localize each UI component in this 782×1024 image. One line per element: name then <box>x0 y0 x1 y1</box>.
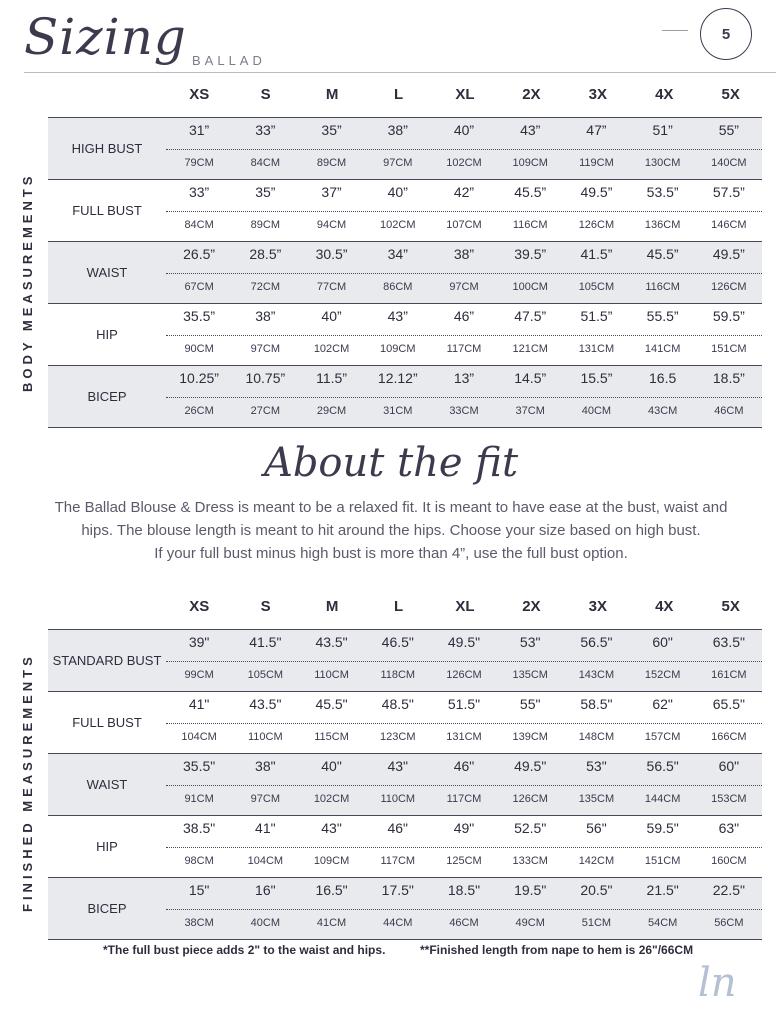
title-divider <box>24 72 776 73</box>
size-header-2x: 2X <box>522 598 541 615</box>
cm-value: 131CM <box>578 343 615 355</box>
full-bust-note: *The full bust piece adds 2" to the waist and hips. <box>103 943 386 957</box>
cm-value: 84CM <box>250 157 280 169</box>
table-row <box>48 815 762 877</box>
cm-value: 151CM <box>644 855 681 867</box>
inch-value: 45.5” <box>646 246 679 262</box>
cm-value: 121CM <box>512 343 548 355</box>
about-fit-line: hips. The blouse length is meant to hit around the hips. Choose your size based on high bust. <box>81 522 701 539</box>
inch-value: 38.5" <box>183 820 216 836</box>
inch-value: 35.5" <box>183 758 216 774</box>
finished-length-note: **Finished length from nape to hem is 26"/66CM <box>420 943 694 957</box>
cm-values <box>166 669 762 681</box>
inch-value: 39" <box>188 634 210 650</box>
inch-value: 19.5" <box>514 882 547 898</box>
cm-value: 40CM <box>250 917 280 929</box>
inch-value: 59.5" <box>646 820 679 836</box>
cm-value: 146CM <box>711 219 747 231</box>
inch-value: 15.5” <box>580 370 613 386</box>
inch-value: 58.5" <box>580 696 613 712</box>
inch-value: 41" <box>255 820 276 836</box>
inch-value: 63" <box>718 820 740 836</box>
page-number-dash <box>662 30 688 31</box>
inch-value: 35.5” <box>183 308 216 324</box>
inch-value: 41.5” <box>580 246 613 262</box>
cm-value: 102CM <box>313 793 350 805</box>
cm-value: 100CM <box>512 281 548 293</box>
cm-value: 119CM <box>579 157 614 169</box>
table-row <box>48 365 762 427</box>
cm-value: 117CM <box>446 343 482 355</box>
cm-values <box>166 405 762 417</box>
body-measurements-side-label: BODY MEASUREMENTS <box>20 172 35 392</box>
row-label: BICEP <box>87 901 127 916</box>
cm-value: 40CM <box>581 405 612 417</box>
inch-values <box>166 696 762 712</box>
cm-value: 31CM <box>383 405 413 417</box>
inch-values <box>166 246 762 262</box>
cm-value: 130CM <box>644 157 681 169</box>
inch-value: 46.5" <box>381 634 414 650</box>
inch-value: 55.5” <box>646 308 679 324</box>
inch-value: 57.5” <box>712 184 745 200</box>
inch-value: 51.5" <box>447 696 481 712</box>
cm-value: 131CM <box>446 731 482 743</box>
size-header-m: M <box>325 598 339 615</box>
inch-value: 34” <box>387 246 408 262</box>
cm-value: 126CM <box>446 669 482 681</box>
cm-value: 91CM <box>184 793 214 805</box>
cm-value: 46CM <box>714 405 744 417</box>
cm-value: 105CM <box>578 281 615 293</box>
size-header-4x: 4X <box>655 86 674 103</box>
inch-value: 38" <box>255 758 276 774</box>
cm-values <box>166 343 762 355</box>
inch-value: 60" <box>652 634 673 650</box>
cm-value: 110CM <box>314 669 349 681</box>
inch-value: 56.5" <box>580 634 613 650</box>
finished-measurements-table <box>48 629 762 940</box>
table-row <box>48 753 762 815</box>
inch-value: 49" <box>453 820 475 836</box>
inch-value: 38” <box>387 122 408 138</box>
inch-value: 48.5" <box>381 696 414 712</box>
cm-value: 89CM <box>250 219 280 231</box>
inch-value: 62" <box>652 696 673 712</box>
cm-value: 67CM <box>184 281 214 293</box>
inch-value: 16.5 <box>649 370 677 386</box>
cm-value: 102CM <box>446 157 482 169</box>
inch-value: 12.12” <box>377 370 418 386</box>
inch-value: 43” <box>520 122 541 138</box>
size-header-xs: XS <box>189 598 210 615</box>
cm-value: 109CM <box>313 855 350 867</box>
inch-values <box>166 122 762 138</box>
inch-value: 41.5" <box>249 634 282 650</box>
inch-value: 31” <box>188 122 210 138</box>
cm-value: 90CM <box>184 343 214 355</box>
cm-values <box>166 793 762 805</box>
cm-value: 86CM <box>383 281 413 293</box>
inch-value: 20.5" <box>580 882 613 898</box>
cm-value: 26CM <box>184 405 214 417</box>
inch-value: 35” <box>255 184 276 200</box>
cm-value: 84CM <box>184 219 214 231</box>
cm-value: 38CM <box>184 917 214 929</box>
inch-value: 51” <box>652 122 673 138</box>
inch-value: 22.5" <box>712 882 745 898</box>
inch-value: 55" <box>519 696 541 712</box>
dotted-divider <box>166 661 762 662</box>
inch-value: 10.75” <box>245 370 286 386</box>
size-header-4x: 4X <box>655 598 674 615</box>
row-label: STANDARD BUST <box>52 653 162 668</box>
inch-value: 35” <box>321 122 342 138</box>
inch-value: 38” <box>453 246 475 262</box>
cm-value: 33CM <box>449 405 479 417</box>
inch-value: 10.25” <box>179 370 219 386</box>
inch-value: 65.5" <box>712 696 745 712</box>
dotted-divider <box>166 335 762 336</box>
cm-value: 104CM <box>247 855 284 867</box>
cm-value: 98CM <box>184 855 214 867</box>
cm-value: 116CM <box>645 281 680 293</box>
inch-value: 59.5” <box>712 308 745 324</box>
cm-value: 97CM <box>250 793 280 805</box>
inch-value: 16" <box>255 882 276 898</box>
body-size-header <box>166 86 764 103</box>
page-title: Sizing <box>24 8 187 66</box>
inch-value: 53" <box>586 758 607 774</box>
inch-values <box>166 820 762 836</box>
cm-value: 117CM <box>380 855 416 867</box>
cm-value: 142CM <box>578 855 615 867</box>
dotted-divider <box>166 909 762 910</box>
row-label: HIP <box>96 327 118 342</box>
size-header-2x: 2X <box>522 86 541 103</box>
pattern-name: BALLAD <box>192 53 266 68</box>
inch-value: 49.5” <box>580 184 613 200</box>
inch-value: 45.5" <box>315 696 348 712</box>
dotted-divider <box>166 149 762 150</box>
size-header-s: S <box>260 86 271 103</box>
inch-value: 56" <box>586 820 607 836</box>
page-number: 5 <box>700 8 752 60</box>
inch-value: 14.5” <box>514 370 547 386</box>
cm-values <box>166 219 762 231</box>
inch-value: 56.5" <box>646 758 679 774</box>
inch-value: 26.5” <box>183 246 216 262</box>
inch-value: 13” <box>453 370 475 386</box>
inch-value: 55” <box>718 122 739 138</box>
cm-value: 144CM <box>644 793 681 805</box>
inch-value: 33” <box>255 122 276 138</box>
dotted-divider <box>166 211 762 212</box>
size-header-l: L <box>393 86 404 103</box>
cm-value: 153CM <box>711 793 747 805</box>
cm-values <box>166 281 762 293</box>
inch-value: 43.5" <box>315 634 348 650</box>
cm-values <box>166 855 762 867</box>
cm-value: 104CM <box>181 731 217 743</box>
inch-value: 38” <box>255 308 276 324</box>
cm-value: 157CM <box>644 731 681 743</box>
inch-value: 43.5" <box>249 696 282 712</box>
table-row <box>48 691 762 753</box>
dotted-divider <box>166 785 762 786</box>
cm-value: 152CM <box>644 669 681 681</box>
cm-value: 110CM <box>380 793 416 805</box>
cm-value: 56CM <box>714 917 744 929</box>
inch-value: 51.5” <box>580 308 613 324</box>
cm-value: 77CM <box>316 281 347 293</box>
inch-value: 45.5” <box>514 184 547 200</box>
cm-value: 123CM <box>380 731 416 743</box>
inch-value: 63.5" <box>712 634 745 650</box>
cm-value: 139CM <box>512 731 548 743</box>
inch-value: 43" <box>321 820 342 836</box>
inch-value: 52.5" <box>514 820 547 836</box>
inch-value: 49.5" <box>447 634 481 650</box>
size-header-3x: 3X <box>588 598 608 615</box>
cm-value: 27CM <box>250 405 280 417</box>
cm-value: 116CM <box>512 219 548 231</box>
cm-value: 102CM <box>380 219 416 231</box>
inch-value: 40” <box>387 184 408 200</box>
table-row <box>48 179 762 241</box>
cm-value: 37CM <box>515 405 545 417</box>
cm-value: 160CM <box>711 855 747 867</box>
row-label: FULL BUST <box>72 203 142 218</box>
cm-value: 141CM <box>644 343 681 355</box>
cm-value: 107CM <box>446 219 482 231</box>
inch-value: 18.5” <box>712 370 745 386</box>
inch-value: 46" <box>387 820 409 836</box>
inch-value: 30.5” <box>315 246 348 262</box>
inch-values <box>166 184 762 200</box>
cm-value: 161CM <box>711 669 747 681</box>
cm-value: 110CM <box>248 731 283 743</box>
row-label: HIGH BUST <box>71 141 143 156</box>
inch-value: 40" <box>321 758 342 774</box>
cm-value: 44CM <box>383 917 413 929</box>
cm-value: 99CM <box>184 669 214 681</box>
dotted-divider <box>166 847 762 848</box>
inch-value: 49.5” <box>712 246 745 262</box>
size-header-3x: 3X <box>588 86 608 103</box>
inch-value: 21.5" <box>646 882 679 898</box>
cm-value: 51CM <box>581 917 612 929</box>
row-label: WAIST <box>86 777 128 792</box>
row-label: WAIST <box>86 265 128 280</box>
cm-values <box>166 157 762 169</box>
cm-value: 102CM <box>313 343 350 355</box>
inch-value: 18.5" <box>447 882 481 898</box>
cm-value: 41CM <box>316 917 347 929</box>
inch-value: 46” <box>453 308 475 324</box>
cm-value: 72CM <box>250 281 280 293</box>
cm-value: 79CM <box>184 157 214 169</box>
size-header-l: L <box>393 598 404 615</box>
dotted-divider <box>166 273 762 274</box>
inch-value: 60" <box>718 758 740 774</box>
cm-value: 97CM <box>449 281 479 293</box>
inch-value: 41" <box>188 696 210 712</box>
cm-value: 29CM <box>316 405 347 417</box>
cm-value: 46CM <box>449 917 479 929</box>
cm-value: 97CM <box>383 157 413 169</box>
about-fit-line: If your full bust minus high bust is more than 4”, use the full bust option. <box>154 545 628 562</box>
finished-size-header <box>166 598 764 615</box>
cm-value: 117CM <box>446 793 482 805</box>
inch-value: 16.5" <box>315 882 348 898</box>
cm-value: 105CM <box>247 669 284 681</box>
inch-value: 47.5” <box>514 308 547 324</box>
dotted-divider <box>166 723 762 724</box>
inch-value: 53.5” <box>646 184 679 200</box>
row-label: BICEP <box>87 389 127 404</box>
cm-value: 135CM <box>512 669 548 681</box>
inch-value: 46" <box>453 758 475 774</box>
cm-value: 126CM <box>578 219 615 231</box>
cm-value: 109CM <box>380 343 416 355</box>
inch-value: 11.5” <box>316 370 347 386</box>
about-fit-line: The Ballad Blouse & Dress is meant to be a relaxed fit. It is meant to have ease at the bust, waist and <box>54 499 728 516</box>
cm-value: 133CM <box>512 855 548 867</box>
table-row <box>48 303 762 365</box>
cm-value: 126CM <box>711 281 747 293</box>
about-fit-title: About the fit <box>263 440 519 486</box>
cm-value: 43CM <box>647 405 678 417</box>
inch-value: 40” <box>321 308 342 324</box>
inch-value: 15" <box>188 882 210 898</box>
cm-value: 166CM <box>711 731 747 743</box>
cm-value: 143CM <box>578 669 615 681</box>
size-header-m: M <box>325 86 339 103</box>
inch-value: 43” <box>387 308 408 324</box>
inch-values <box>166 758 762 774</box>
inch-value: 28.5” <box>249 246 282 262</box>
cm-value: 97CM <box>250 343 280 355</box>
inch-value: 53" <box>519 634 541 650</box>
finished-measurements-side-label: FINISHED MEASUREMENTS <box>20 653 35 912</box>
inch-value: 17.5" <box>381 882 414 898</box>
about-fit-text <box>40 496 742 565</box>
size-header-xs: XS <box>189 86 210 103</box>
cm-value: 136CM <box>644 219 681 231</box>
cm-value: 94CM <box>316 219 347 231</box>
row-label: FULL BUST <box>72 715 142 730</box>
inch-value: 33” <box>188 184 210 200</box>
cm-value: 151CM <box>711 343 747 355</box>
inch-value: 42” <box>453 184 475 200</box>
size-header-xl: XL <box>455 598 475 615</box>
inch-value: 43" <box>387 758 409 774</box>
size-header-xl: XL <box>455 86 475 103</box>
size-header-s: S <box>260 598 271 615</box>
cm-values <box>166 917 762 929</box>
inch-value: 49.5" <box>514 758 547 774</box>
inch-value: 37” <box>321 184 342 200</box>
inch-values <box>166 882 762 898</box>
inch-values <box>166 308 762 324</box>
row-label: HIP <box>96 839 118 854</box>
table-row <box>48 118 762 179</box>
cm-value: 148CM <box>578 731 615 743</box>
table-row <box>48 241 762 303</box>
cm-value: 125CM <box>446 855 482 867</box>
cm-value: 126CM <box>512 793 548 805</box>
cm-value: 140CM <box>711 157 747 169</box>
table-row <box>48 877 762 939</box>
inch-values <box>166 634 762 650</box>
cm-value: 118CM <box>380 669 416 681</box>
inch-value: 39.5” <box>514 246 547 262</box>
table-row <box>48 630 762 691</box>
inch-value: 40” <box>453 122 475 138</box>
dotted-divider <box>166 397 762 398</box>
body-measurements-table <box>48 117 762 428</box>
cm-value: 135CM <box>578 793 615 805</box>
size-header-5x: 5X <box>721 598 740 615</box>
cm-value: 115CM <box>314 731 349 743</box>
size-header-5x: 5X <box>721 86 740 103</box>
brand-logo: ln <box>698 960 737 1006</box>
inch-value: 47” <box>586 122 607 138</box>
cm-value: 49CM <box>515 917 545 929</box>
cm-value: 89CM <box>316 157 347 169</box>
cm-values <box>166 731 762 743</box>
cm-value: 54CM <box>647 917 678 929</box>
cm-value: 109CM <box>512 157 548 169</box>
inch-values <box>166 370 762 386</box>
